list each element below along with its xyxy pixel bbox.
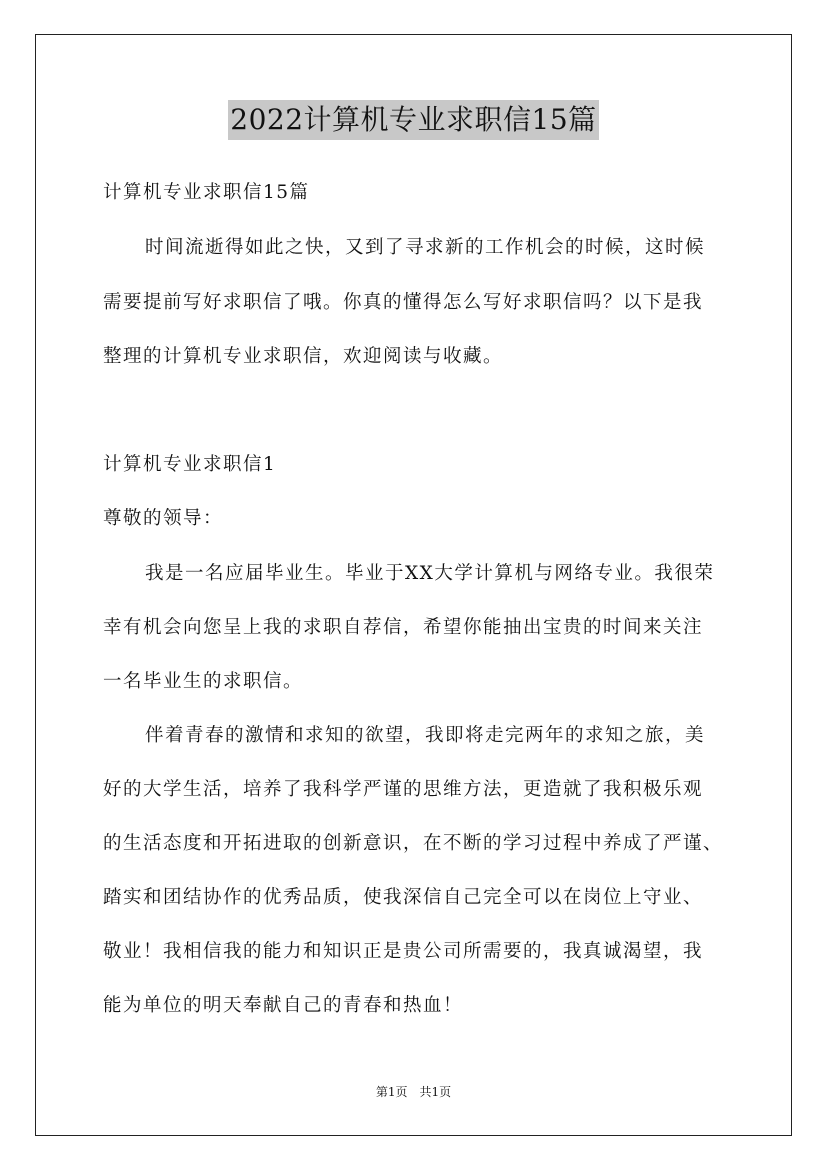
document-subtitle: 计算机专业求职信15篇 bbox=[103, 182, 310, 203]
intro-line-2: 需要提前写好求职信了哦。你真的懂得怎么写好求职信吗？以下是我 bbox=[103, 292, 704, 313]
salutation: 尊敬的领导： bbox=[103, 508, 224, 529]
paragraph2-line-1: 伴着青春的激情和求知的欲望，我即将走完两年的求知之旅，美 bbox=[145, 725, 706, 746]
paragraph1-line-1: 我是一名应届毕业生。毕业于XX大学计算机与网络专业。我很荣 bbox=[145, 563, 715, 584]
paragraph2-line-6: 能为单位的明天奉献自己的青春和热血！ bbox=[103, 995, 464, 1016]
intro-line-1: 时间流逝得如此之快，又到了寻求新的工作机会的时候，这时候 bbox=[145, 237, 706, 258]
page-number-footer: 第1页 共1页 bbox=[375, 1085, 452, 1099]
paragraph1-line-2: 幸有机会向您呈上我的求职自荐信，希望你能抽出宝贵的时间来关注 bbox=[103, 617, 704, 638]
document-title: 2022计算机专业求职信15篇 bbox=[228, 100, 598, 140]
intro-line-3: 整理的计算机专业求职信，欢迎阅读与收藏。 bbox=[103, 346, 504, 367]
paragraph2-line-5: 敬业！我相信我的能力和知识正是贵公司所需要的，我真诚渴望，我 bbox=[103, 941, 704, 962]
paragraph2-line-4: 踏实和团结协作的优秀品质，使我深信自己完全可以在岗位上守业、 bbox=[103, 887, 704, 908]
section-heading: 计算机专业求职信1 bbox=[103, 454, 277, 475]
paragraph2-line-3: 的生活态度和开拓进取的创新意识，在不断的学习过程中养成了严谨、 bbox=[103, 833, 724, 854]
paragraph1-line-3: 一名毕业生的求职信。 bbox=[103, 671, 304, 692]
paragraph2-line-2: 好的大学生活，培养了我科学严谨的思维方法，更造就了我积极乐观 bbox=[103, 779, 704, 800]
title-container bbox=[0, 100, 827, 140]
